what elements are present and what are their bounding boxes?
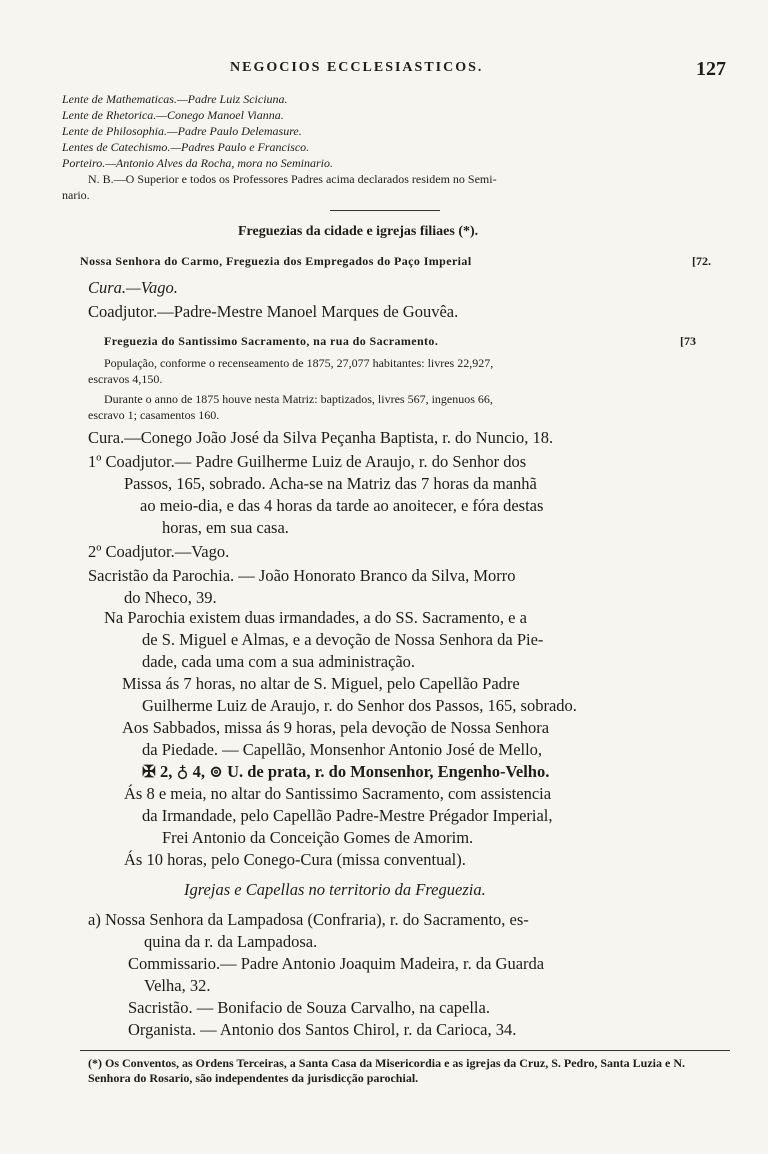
coadjutor-line: horas, em sua casa. bbox=[162, 518, 289, 537]
brotherhood-line: Na Parochia existem duas irmandades, a do SS. Sacramento, e a bbox=[104, 608, 527, 627]
running-header: NEGOCIOS ECCLESIASTICOS. bbox=[230, 60, 484, 75]
footnote-rule bbox=[80, 1050, 730, 1051]
cura-line: Cura.—Conego João José da Silva Peçanha Baptista, r. do Nuncio, 18. bbox=[88, 428, 554, 447]
page-number: 127 bbox=[696, 58, 726, 80]
footnote: (*) Os Conventos, as Ordens Terceiras, a Santa Casa da Misericordia e as igrejas da Cruz, S. Pedro, Santa Luzia e N. Senhora do Rosario, são independentes da jurisdicção parochial. bbox=[88, 1056, 685, 1085]
mass-line: Guilherme Luiz de Araujo, r. do Senhor dos Passos, 165, sobrado. bbox=[142, 696, 577, 715]
mass-line: Ás 8 e meia, no altar do Santissimo Sacramento, com assistencia bbox=[124, 784, 552, 803]
coadjutor-line: ao meio-dia, e das 4 horas da tarde ao anoitecer, e fóra destas bbox=[140, 496, 544, 515]
organist-line: Organista. — Antonio dos Santos Chirol, r. da Carioca, 34. bbox=[128, 1020, 517, 1039]
mass-line: da Irmandade, pelo Capellão Padre-Mestre Prégador Imperial, bbox=[142, 806, 553, 825]
staff-line: Lente de Rhetorica.—Conego Manoel Vianna. bbox=[62, 108, 284, 122]
staff-line: Lente de Philosophia.—Padre Paulo Delemasure. bbox=[62, 124, 302, 138]
coadjutor-2-line: 2º Coadjutor.—Vago. bbox=[88, 542, 230, 561]
honours-line: ✠ 2, ♁ 4, ⊚ U. de prata, r. do Monsenhor, Engenho-Velho. bbox=[142, 762, 550, 781]
parish-ref: [73 bbox=[680, 334, 696, 348]
brotherhood-line: de S. Miguel e Almas, e a devoção de Nossa Senhora da Pie- bbox=[142, 630, 544, 649]
saturday-line: Aos Sabbados, missa ás 9 horas, pela devoção de Nossa Senhora bbox=[122, 718, 550, 737]
brotherhood-line: dade, cada uma com a sua administração. bbox=[142, 652, 416, 671]
sacristan-line: Sacristão da Parochia. — João Honorato Branco da Silva, Morro bbox=[88, 566, 516, 585]
population-line: População, conforme o recenseamento de 1875, 27,077 habitantes: livres 22,927, bbox=[104, 356, 494, 370]
cura-line: Cura.—Vago. bbox=[88, 278, 178, 297]
chapel-line: a) Nossa Senhora da Lampadosa (Confraria), r. do Sacramento, es- bbox=[88, 910, 529, 929]
section-title: Freguezias da cidade e igrejas filiaes (*). bbox=[238, 224, 479, 239]
population-line: escravos 4,150. bbox=[88, 372, 163, 386]
parish-title: Freguezia do Santissimo Sacramento, na rua do Sacramento. bbox=[104, 334, 439, 348]
saturday-line: da Piedade. — Capellão, Monsenhor Antonio José de Mello, bbox=[142, 740, 543, 759]
mass-line: Frei Antonio da Conceição Gomes de Amorim. bbox=[162, 828, 474, 847]
staff-line: Porteiro.—Antonio Alves da Rocha, mora no Seminario. bbox=[62, 156, 333, 170]
chapel-line: quina da r. da Lampadosa. bbox=[144, 932, 318, 951]
mass-line: Missa ás 7 horas, no altar de S. Miguel, pelo Capellão Padre bbox=[122, 674, 520, 693]
nota-bene-cont: nario. bbox=[62, 188, 90, 202]
coadjutor-line: Passos, 165, sobrado. Acha-se na Matriz das 7 horas da manhã bbox=[124, 474, 537, 493]
year-stats-line: Durante o anno de 1875 houve nesta Matriz: baptizados, livres 567, ingenuos 66, bbox=[104, 392, 493, 406]
coadjutor-line: Coadjutor.—Padre-Mestre Manoel Marques de Gouvêa. bbox=[88, 302, 459, 321]
staff-line: Lentes de Catechismo.—Padres Paulo e Francisco. bbox=[62, 140, 310, 154]
sacristan-line: do Nheco, 39. bbox=[124, 588, 217, 607]
subsection-title: Igrejas e Capellas no territorio da Freguezia. bbox=[184, 880, 486, 899]
divider-rule bbox=[330, 210, 440, 211]
commissario-line: Commissario.— Padre Antonio Joaquim Madeira, r. da Guarda bbox=[128, 954, 545, 973]
commissario-line: Velha, 32. bbox=[144, 976, 211, 995]
coadjutor-line: 1º Coadjutor.— Padre Guilherme Luiz de Araujo, r. do Senhor dos bbox=[88, 452, 527, 471]
nota-bene: N. B.—O Superior e todos os Professores Padres acima declarados residem no Semi- bbox=[88, 172, 497, 186]
sacristan-line: Sacristão. — Bonifacio de Souza Carvalho, na capella. bbox=[128, 998, 490, 1017]
mass-line: Ás 10 horas, pelo Conego-Cura (missa conventual). bbox=[124, 850, 466, 869]
parish-ref: [72. bbox=[692, 254, 711, 268]
staff-line: Lente de Mathematicas.—Padre Luiz Sciciuna. bbox=[62, 92, 288, 106]
parish-title: Nossa Senhora do Carmo, Freguezia dos Empregados do Paço Imperial bbox=[80, 254, 472, 268]
year-stats-line: escravo 1; casamentos 160. bbox=[88, 408, 220, 422]
